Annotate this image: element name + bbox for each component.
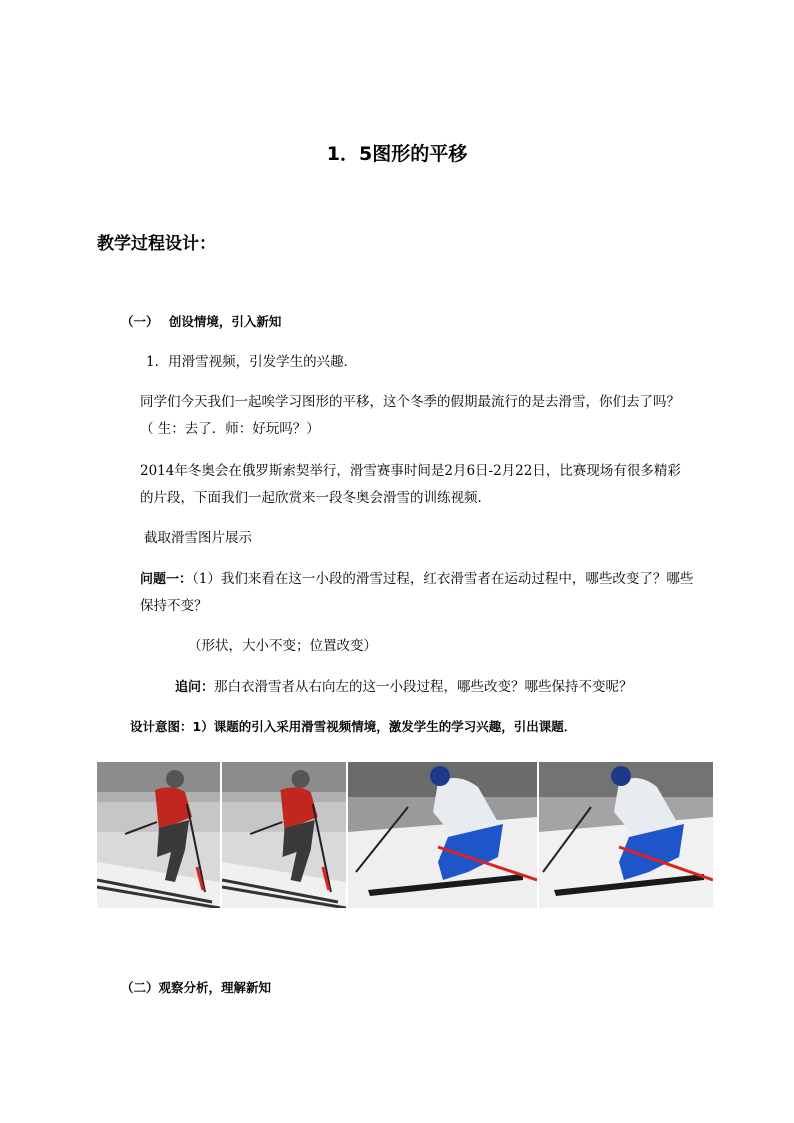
caption-text: 截取滑雪图片展示 — [144, 530, 252, 546]
section-heading: 教学过程设计： — [97, 234, 216, 254]
followup-text: 那白衣滑雪者从右向左的这一小段过程，哪些改变？哪些保持不变呢？ — [214, 679, 633, 695]
para1-line1: 同学们今天我们一起唉学习图形的平移，这个冬季的假期最流行的是去滑雪，你们去了吗？ — [140, 394, 680, 410]
section1-label: （一） — [121, 314, 159, 329]
question1-text: （1）我们来看在这一小段的滑雪过程，红衣滑雪者在运动过程中，哪些改变了？哪些 — [192, 571, 694, 587]
red-skier-photo-2 — [222, 762, 346, 908]
white-skier-photo-1 — [348, 762, 537, 908]
design-intent: 设计意图：1）课题的引入采用滑雪视频情境，激发学生的学习兴趣，引出课题． — [130, 719, 577, 734]
white-skier-photo-2 — [539, 762, 713, 908]
section1-heading — [121, 312, 281, 330]
red-skier-photo-1 — [97, 762, 220, 908]
section1-title: 创设情境，引入新知 — [168, 314, 282, 329]
followup-label: 追问： — [175, 680, 215, 695]
para1-line2: （ 生：去了．师：好玩吗？） — [140, 421, 320, 437]
question1-line1 — [140, 567, 693, 587]
section2-heading: （二）观察分析，理解新知 — [121, 980, 272, 995]
question1-line2: 保持不变？ — [140, 598, 208, 614]
answer1-text: （形状，大小不变；位置改变） — [188, 638, 377, 654]
para2-line2: 的片段，下面我们一起欣赏来一段冬奥会滑雪的训练视频． — [140, 490, 491, 506]
para2-line1: 2014年冬奥会在俄罗斯索契举行，滑雪赛事时间是2月6日-2月22日，比赛现场有很多精彩 — [140, 463, 681, 479]
item1-text: 1．用滑雪视频，引发学生的兴趣． — [146, 354, 358, 370]
page-title: 1．5图形的平移 — [326, 143, 468, 165]
question1-label: 问题一： — [140, 572, 193, 587]
followup-line — [175, 675, 633, 695]
